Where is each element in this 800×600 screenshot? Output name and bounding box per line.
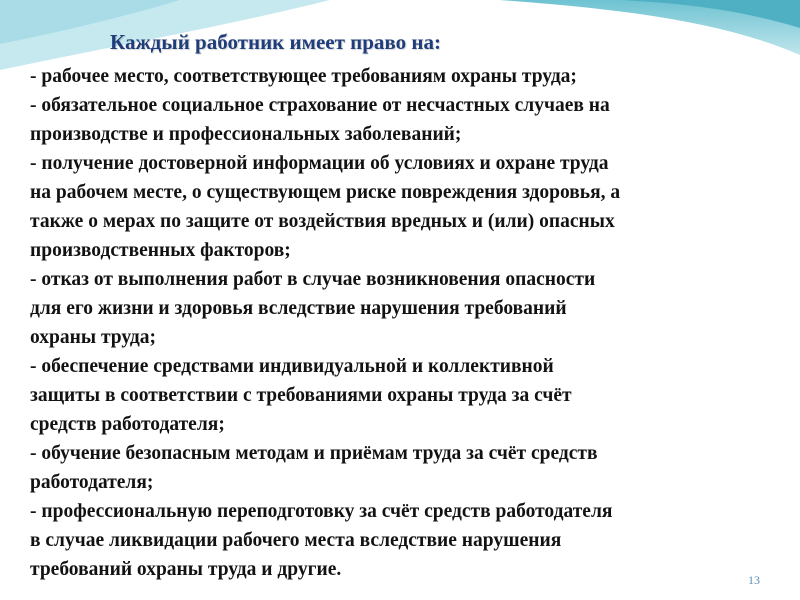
- list-item-line: средств работодателя;: [30, 414, 225, 435]
- list-item-line: производстве и профессиональных заболеваний;: [30, 124, 462, 145]
- list-item: [30, 62, 790, 91]
- list-item: [30, 265, 790, 352]
- list-item-line: - рабочее место, соответствующее требованиям охраны труда;: [30, 66, 577, 87]
- list-item: [30, 352, 790, 439]
- list-item-line: защиты в соответствии с требованиями охраны труда за счёт: [30, 385, 572, 406]
- slide-heading: Каждый работник имеет право на:: [110, 30, 441, 54]
- list-item-line: на рабочем месте, о существующем риске повреждения здоровья, а: [30, 182, 621, 203]
- list-item-line: - отказ от выполнения работ в случае возникновения опасности: [30, 269, 596, 290]
- list-item-line: - профессиональную переподготовку за счёт средств работодателя: [30, 501, 613, 522]
- list-item-line: для его жизни и здоровья вследствие нарушения требований: [30, 298, 567, 319]
- list-item-line: охраны труда;: [30, 327, 156, 348]
- list-item-line: в случае ликвидации рабочего места вследствие нарушения: [30, 530, 562, 551]
- list-item: [30, 439, 790, 497]
- list-item-line: - обеспечение средствами индивидуальной и коллективной: [30, 356, 554, 377]
- list-item: [30, 149, 790, 265]
- list-item-line: - обязательное социальное страхование от несчастных случаев на: [30, 95, 610, 116]
- list-item: [30, 91, 790, 149]
- list-item-line: - обучение безопасным методам и приёмам труда за счёт средств: [30, 443, 598, 464]
- list-item-line: работодателя;: [30, 472, 154, 493]
- list-item-line: требований охраны труда и другие.: [30, 559, 342, 580]
- list-item-line: - получение достоверной информации об условиях и охране труда: [30, 153, 609, 174]
- rights-list: [30, 62, 790, 584]
- page-number: 13: [748, 573, 760, 587]
- list-item-line: также о мерах по защите от воздействия вредных и (или) опасных: [30, 211, 615, 232]
- list-item-line: производственных факторов;: [30, 240, 291, 261]
- list-item: [30, 497, 790, 584]
